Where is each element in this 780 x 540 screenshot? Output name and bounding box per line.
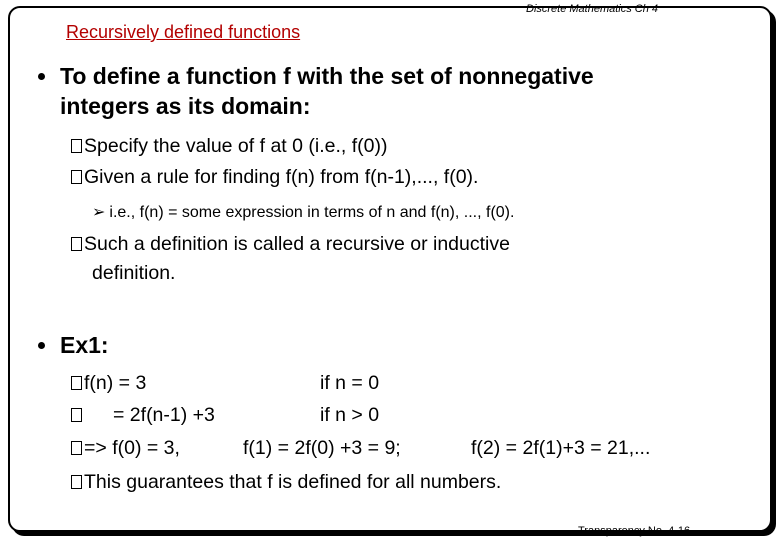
- square-box-icon: [71, 475, 82, 489]
- example-row4-text: This guarantees that f is defined for all numbers.: [84, 471, 502, 493]
- subsub-item-expression-text: i.e., f(n) = some expression in terms of n and f(n), ..., f(0).: [109, 204, 515, 221]
- example-row3: [71, 437, 180, 460]
- example-title: Ex1:: [60, 332, 109, 358]
- example-row1-left: [71, 372, 146, 395]
- example-row2-right: if n > 0: [320, 404, 380, 426]
- bullet-dot-icon: [38, 342, 45, 349]
- course-label: Discrete Mathematics Ch 4: [526, 3, 659, 15]
- example-row2-formula: = 2f(n-1) +3: [113, 404, 215, 426]
- example-row1-right: if n = 0: [320, 372, 380, 394]
- example-row3-b: f(1) = 2f(0) +3 = 9;: [243, 437, 401, 459]
- arrow-head-icon: ➢: [92, 204, 106, 221]
- slide-title: Recursively defined functions: [66, 22, 301, 42]
- square-box-icon: [71, 170, 82, 184]
- example-row1-left-text: f(n) = 3: [84, 372, 147, 394]
- transparency-number: Transparency No. 4-16: [578, 525, 691, 537]
- sub-item-definition-text: Such a definition is called a recursive or inductive: [84, 233, 510, 255]
- square-box-icon: [71, 441, 82, 455]
- subsub-item-expression: [92, 202, 514, 222]
- bullet1-line2: integers as its domain:: [60, 93, 311, 119]
- square-box-icon: [71, 376, 82, 390]
- square-box-icon: [71, 408, 82, 422]
- example-row3-a: => f(0) = 3,: [84, 437, 180, 459]
- square-box-icon: [71, 139, 82, 153]
- sub-item-rule: [71, 166, 478, 189]
- example-row2-left: [71, 404, 84, 427]
- sub-item-definition: [71, 233, 510, 256]
- bullet1-line1: To define a function f with the set of nonnegative: [60, 63, 594, 89]
- square-box-icon: [71, 237, 82, 251]
- example-row3-c: f(2) = 2f(1)+3 = 21,...: [471, 437, 651, 459]
- bullet-dot-icon: [38, 73, 45, 80]
- sub-item-rule-text: Given a rule for finding f(n) from f(n-1),..., f(0).: [84, 166, 479, 188]
- sub-item-specify-text: Specify the value of f at 0 (i.e., f(0)): [84, 135, 388, 157]
- example-row4: [71, 471, 501, 494]
- sub-item-definition-cont: definition.: [92, 262, 176, 284]
- sub-item-specify: [71, 135, 387, 158]
